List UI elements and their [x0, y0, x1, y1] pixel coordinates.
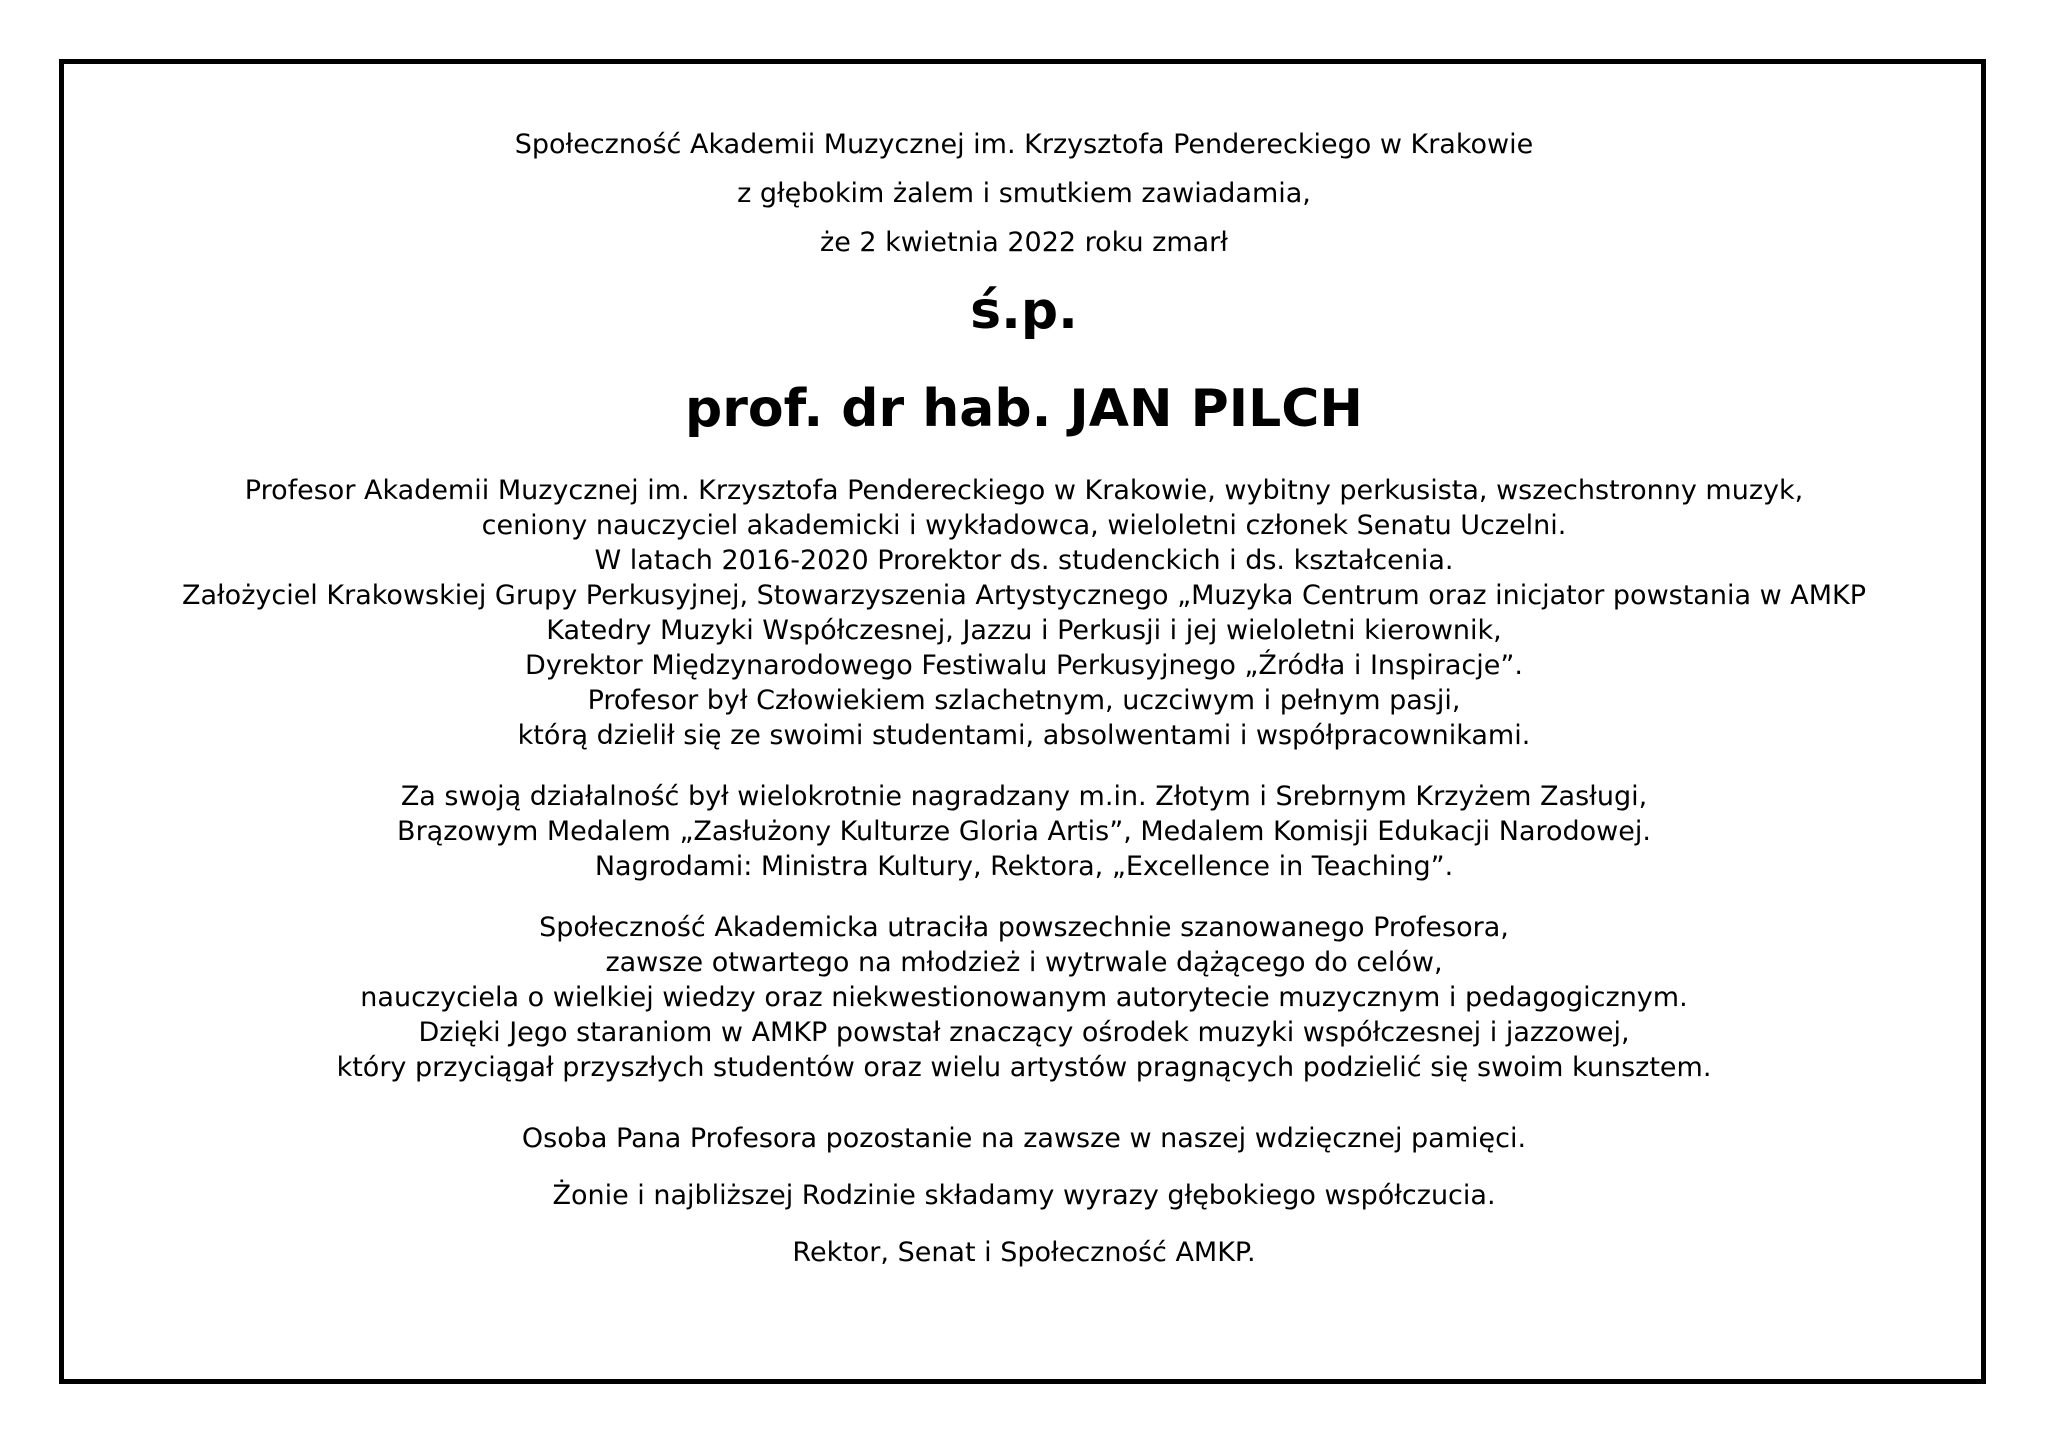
awards-line: Za swoją działalność był wielokrotnie nagradzany m.in. Złotym i Srebrnym Krzyżem Zasługi, — [400, 781, 1648, 812]
bio-line: W latach 2016-2020 Prorektor ds. studenckich i ds. kształcenia. — [594, 545, 1454, 576]
intro-line: Społeczność Akademii Muzycznej im. Krzysztofa Pendereckiego w Krakowie — [514, 129, 1534, 160]
condolences-line: Żonie i najbliższej Rodzinie składamy wyrazy głębokiego współczucia. — [552, 1180, 1496, 1211]
awards-line: Brązowym Medalem „Zasłużony Kulturze Gloria Artis”, Medalem Komisji Edukacji Narodowej. — [397, 816, 1651, 847]
awards-line: Nagrodami: Ministra Kultury, Rektora, „Excellence in Teaching”. — [594, 851, 1454, 882]
community-line: Dzięki Jego staraniom w AMKP powstał znaczący ośrodek muzyki współczesnej i jazzowej, — [418, 1017, 1630, 1048]
signature-line: Rektor, Senat i Społeczność AMKP. — [792, 1237, 1256, 1268]
bio-paragraph — [64, 473, 1984, 753]
community-line: Społeczność Akademicka utraciła powszechnie szanowanego Profesora, — [539, 912, 1509, 943]
community-line: nauczyciela o wielkiej wiedzy oraz niekwestionowanym autorytecie muzycznym i pedagogicznym. — [360, 982, 1688, 1013]
memory-line: Osoba Pana Profesora pozostanie na zawsze w naszej wdzięcznej pamięci. — [521, 1123, 1527, 1154]
bio-line: Dyrektor Międzynarodowego Festiwalu Perkusyjnego „Źródła i Inspiracje”. — [525, 650, 1523, 681]
sp-heading: ś.p. — [970, 281, 1078, 341]
bio-line: Profesor był Człowiekiem szlachetnym, uczciwym i pełnym pasji, — [587, 685, 1461, 716]
community-paragraph — [64, 910, 1984, 1085]
intro-line: że 2 kwietnia 2022 roku zmarł — [820, 227, 1228, 258]
bio-line: którą dzielił się ze swoimi studentami, absolwentami i współpracownikami. — [517, 720, 1531, 751]
bio-line: Założyciel Krakowskiej Grupy Perkusyjnej, Stowarzyszenia Artystycznego „Muzyka Centrum oraz inicjator powstania w AMKP — [181, 580, 1867, 611]
awards-paragraph — [64, 779, 1984, 884]
intro-line: z głębokim żalem i smutkiem zawiadamia, — [737, 178, 1311, 209]
community-line: który przyciągał przyszłych studentów oraz wielu artystów pragnących podzielić się swoim kunsztem. — [336, 1052, 1712, 1083]
community-line: zawsze otwartego na młodzież i wytrwale dążącego do celów, — [605, 947, 1443, 978]
deceased-name: prof. dr hab. JAN PILCH — [685, 379, 1363, 439]
obituary-notice — [64, 120, 1984, 1270]
bio-line: ceniony nauczyciel akademicki i wykładowca, wieloletni członek Senatu Uczelni. — [481, 510, 1567, 541]
signature — [64, 1235, 1984, 1270]
condolences-paragraph — [64, 1178, 1984, 1213]
intro-paragraph — [64, 120, 1984, 267]
memory-paragraph — [64, 1121, 1984, 1156]
bio-line: Katedry Muzyki Współczesnej, Jazzu i Perkusji i jej wieloletni kierownik, — [546, 615, 1502, 646]
bio-line: Profesor Akademii Muzycznej im. Krzysztofa Pendereckiego w Krakowie, wybitny perkusista, wszechstronny muzyk, — [244, 475, 1804, 506]
